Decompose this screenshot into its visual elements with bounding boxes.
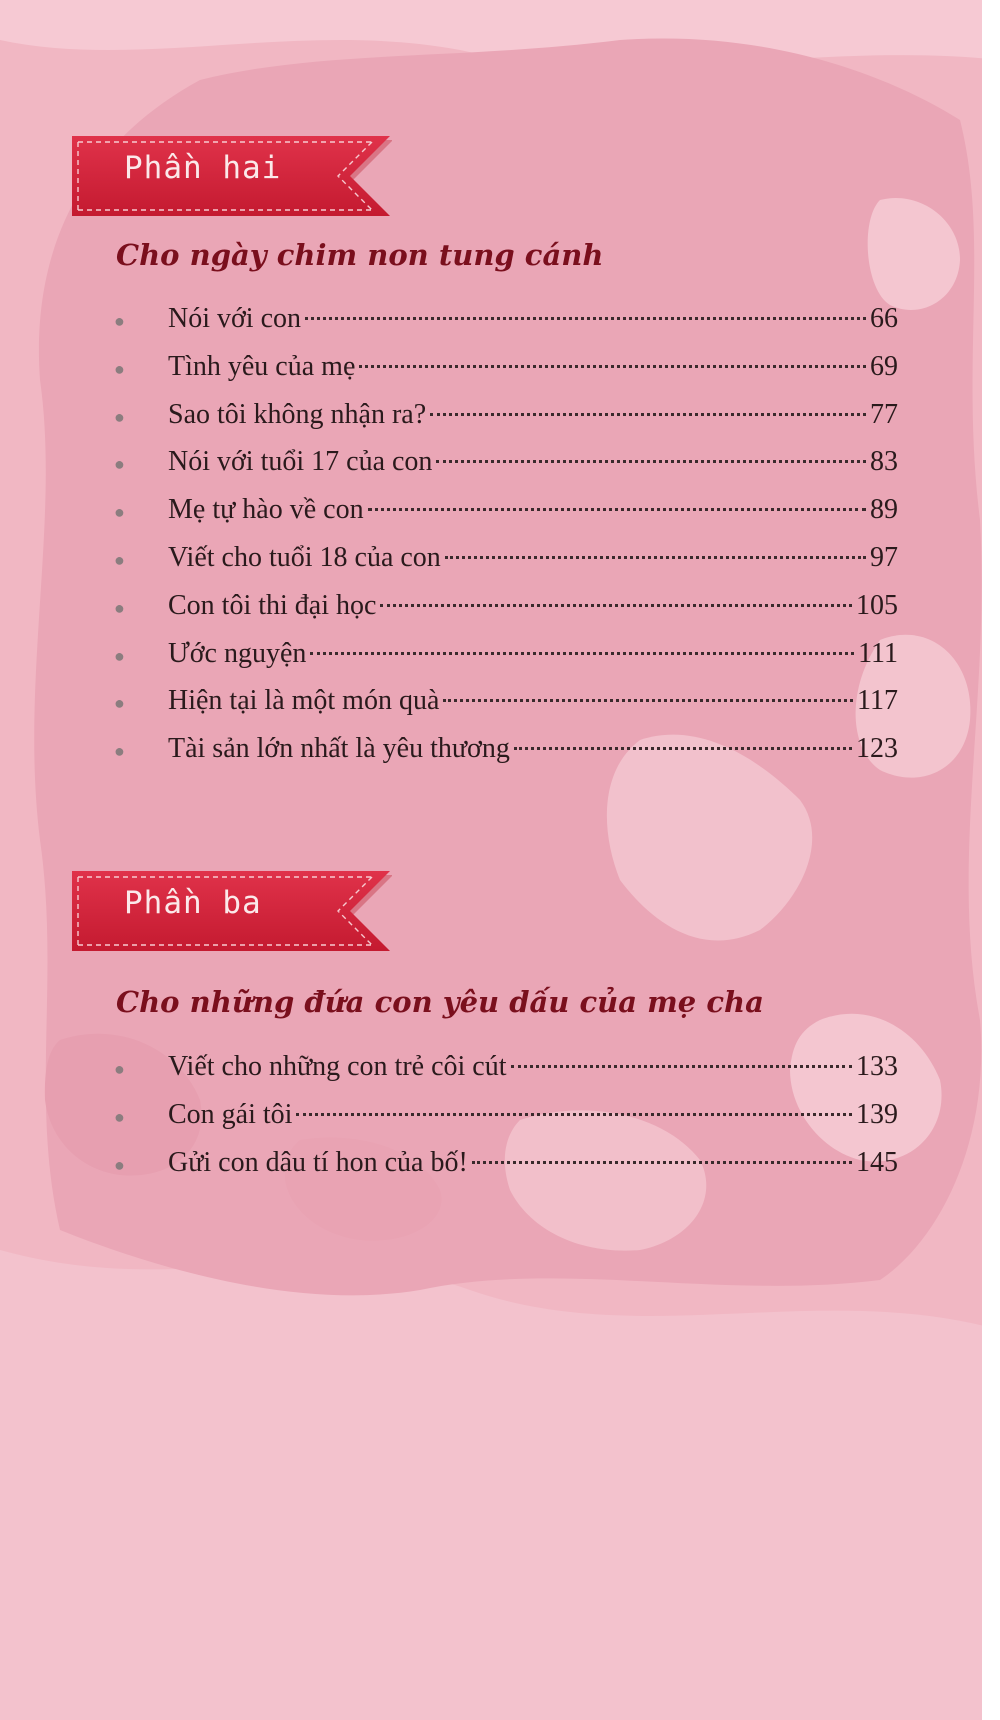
toc-entry[interactable] (108, 1051, 898, 1099)
toc-entry[interactable] (108, 1147, 898, 1195)
entry-page-number: 69 (870, 350, 898, 382)
dot-leader (443, 699, 853, 702)
dot-leader (296, 1113, 852, 1116)
toc-entry[interactable] (108, 733, 898, 781)
section-banner (72, 871, 392, 951)
entry-title: Nói với tuổi 17 của con (168, 446, 433, 478)
bullet-icon: ● (114, 1106, 125, 1127)
entry-page-number: 83 (870, 446, 898, 478)
dot-leader (430, 413, 866, 416)
entry-title: Gửi con dâu tí hon của bố! (168, 1146, 468, 1178)
dot-leader (472, 1161, 852, 1164)
bullet-icon: ● (114, 1059, 125, 1079)
toc-entry[interactable] (108, 446, 898, 494)
toc-entry[interactable] (108, 303, 898, 351)
toc-entry[interactable] (108, 351, 898, 399)
entry-page-number: 66 (870, 303, 898, 334)
bullet-icon: ● (114, 741, 125, 762)
bullet-icon: ● (114, 358, 125, 379)
bullet-icon: ● (114, 1154, 125, 1175)
entry-title: Tài sản lớn nhất là yêu thương (168, 733, 510, 765)
section-label: Phần ba (124, 885, 262, 921)
bullet-icon: ● (114, 597, 125, 618)
toc-entry[interactable] (108, 685, 898, 733)
section-title: Cho những đứa con yêu dấu của mẹ cha (116, 985, 764, 1019)
entry-title: Sao tôi không nhận ra? (168, 398, 427, 430)
dot-leader (436, 460, 866, 463)
entry-page-number: 133 (856, 1051, 898, 1082)
bullet-icon: ● (114, 311, 125, 331)
bullet-icon: ● (114, 406, 125, 427)
entry-page-number: 123 (856, 733, 898, 765)
bullet-icon: ● (114, 502, 125, 523)
entry-title: Con gái tôi (168, 1098, 293, 1130)
bullet-icon: ● (114, 549, 125, 570)
section-label: Phần hai (124, 150, 282, 186)
entry-title: Mẹ tự hào về con (168, 494, 364, 526)
toc-entry[interactable] (108, 542, 898, 590)
toc-entry[interactable] (108, 638, 898, 686)
section-banner (72, 136, 392, 216)
entry-title: Viết cho những con trẻ côi cút (168, 1051, 507, 1082)
dot-leader (359, 365, 866, 368)
entry-page-number: 105 (856, 589, 898, 621)
entry-page-number: 89 (870, 494, 898, 526)
dot-leader (310, 652, 854, 655)
entry-title: Viết cho tuổi 18 của con (168, 541, 441, 573)
toc-list (108, 303, 898, 781)
toc-list (108, 1051, 898, 1194)
entry-page-number: 111 (858, 637, 898, 669)
entry-page-number: 145 (856, 1146, 898, 1178)
entry-page-number: 139 (856, 1098, 898, 1130)
dot-leader (368, 508, 866, 511)
entry-page-number: 77 (870, 398, 898, 430)
entry-title: Hiện tại là một món quà (168, 685, 440, 717)
toc-entry[interactable] (108, 1099, 898, 1147)
toc-entry[interactable] (108, 399, 898, 447)
section-title: Cho ngày chim non tung cánh (116, 238, 604, 272)
toc-entry[interactable] (108, 494, 898, 542)
bullet-icon: ● (114, 645, 125, 666)
dot-leader (305, 317, 866, 320)
page-edge (982, 0, 1000, 1720)
entry-title: Nói với con (168, 303, 302, 334)
dot-leader (380, 604, 852, 607)
bullet-icon: ● (114, 693, 125, 714)
dot-leader (514, 747, 852, 750)
entry-page-number: 117 (857, 685, 898, 717)
dot-leader (511, 1065, 852, 1068)
entry-page-number: 97 (870, 541, 898, 573)
toc-entry[interactable] (108, 590, 898, 638)
bullet-icon: ● (114, 454, 125, 475)
entry-title: Con tôi thi đại học (168, 589, 377, 621)
entry-title: Ước nguyện (168, 637, 307, 669)
dot-leader (445, 556, 866, 559)
entry-title: Tình yêu của mẹ (168, 350, 356, 382)
